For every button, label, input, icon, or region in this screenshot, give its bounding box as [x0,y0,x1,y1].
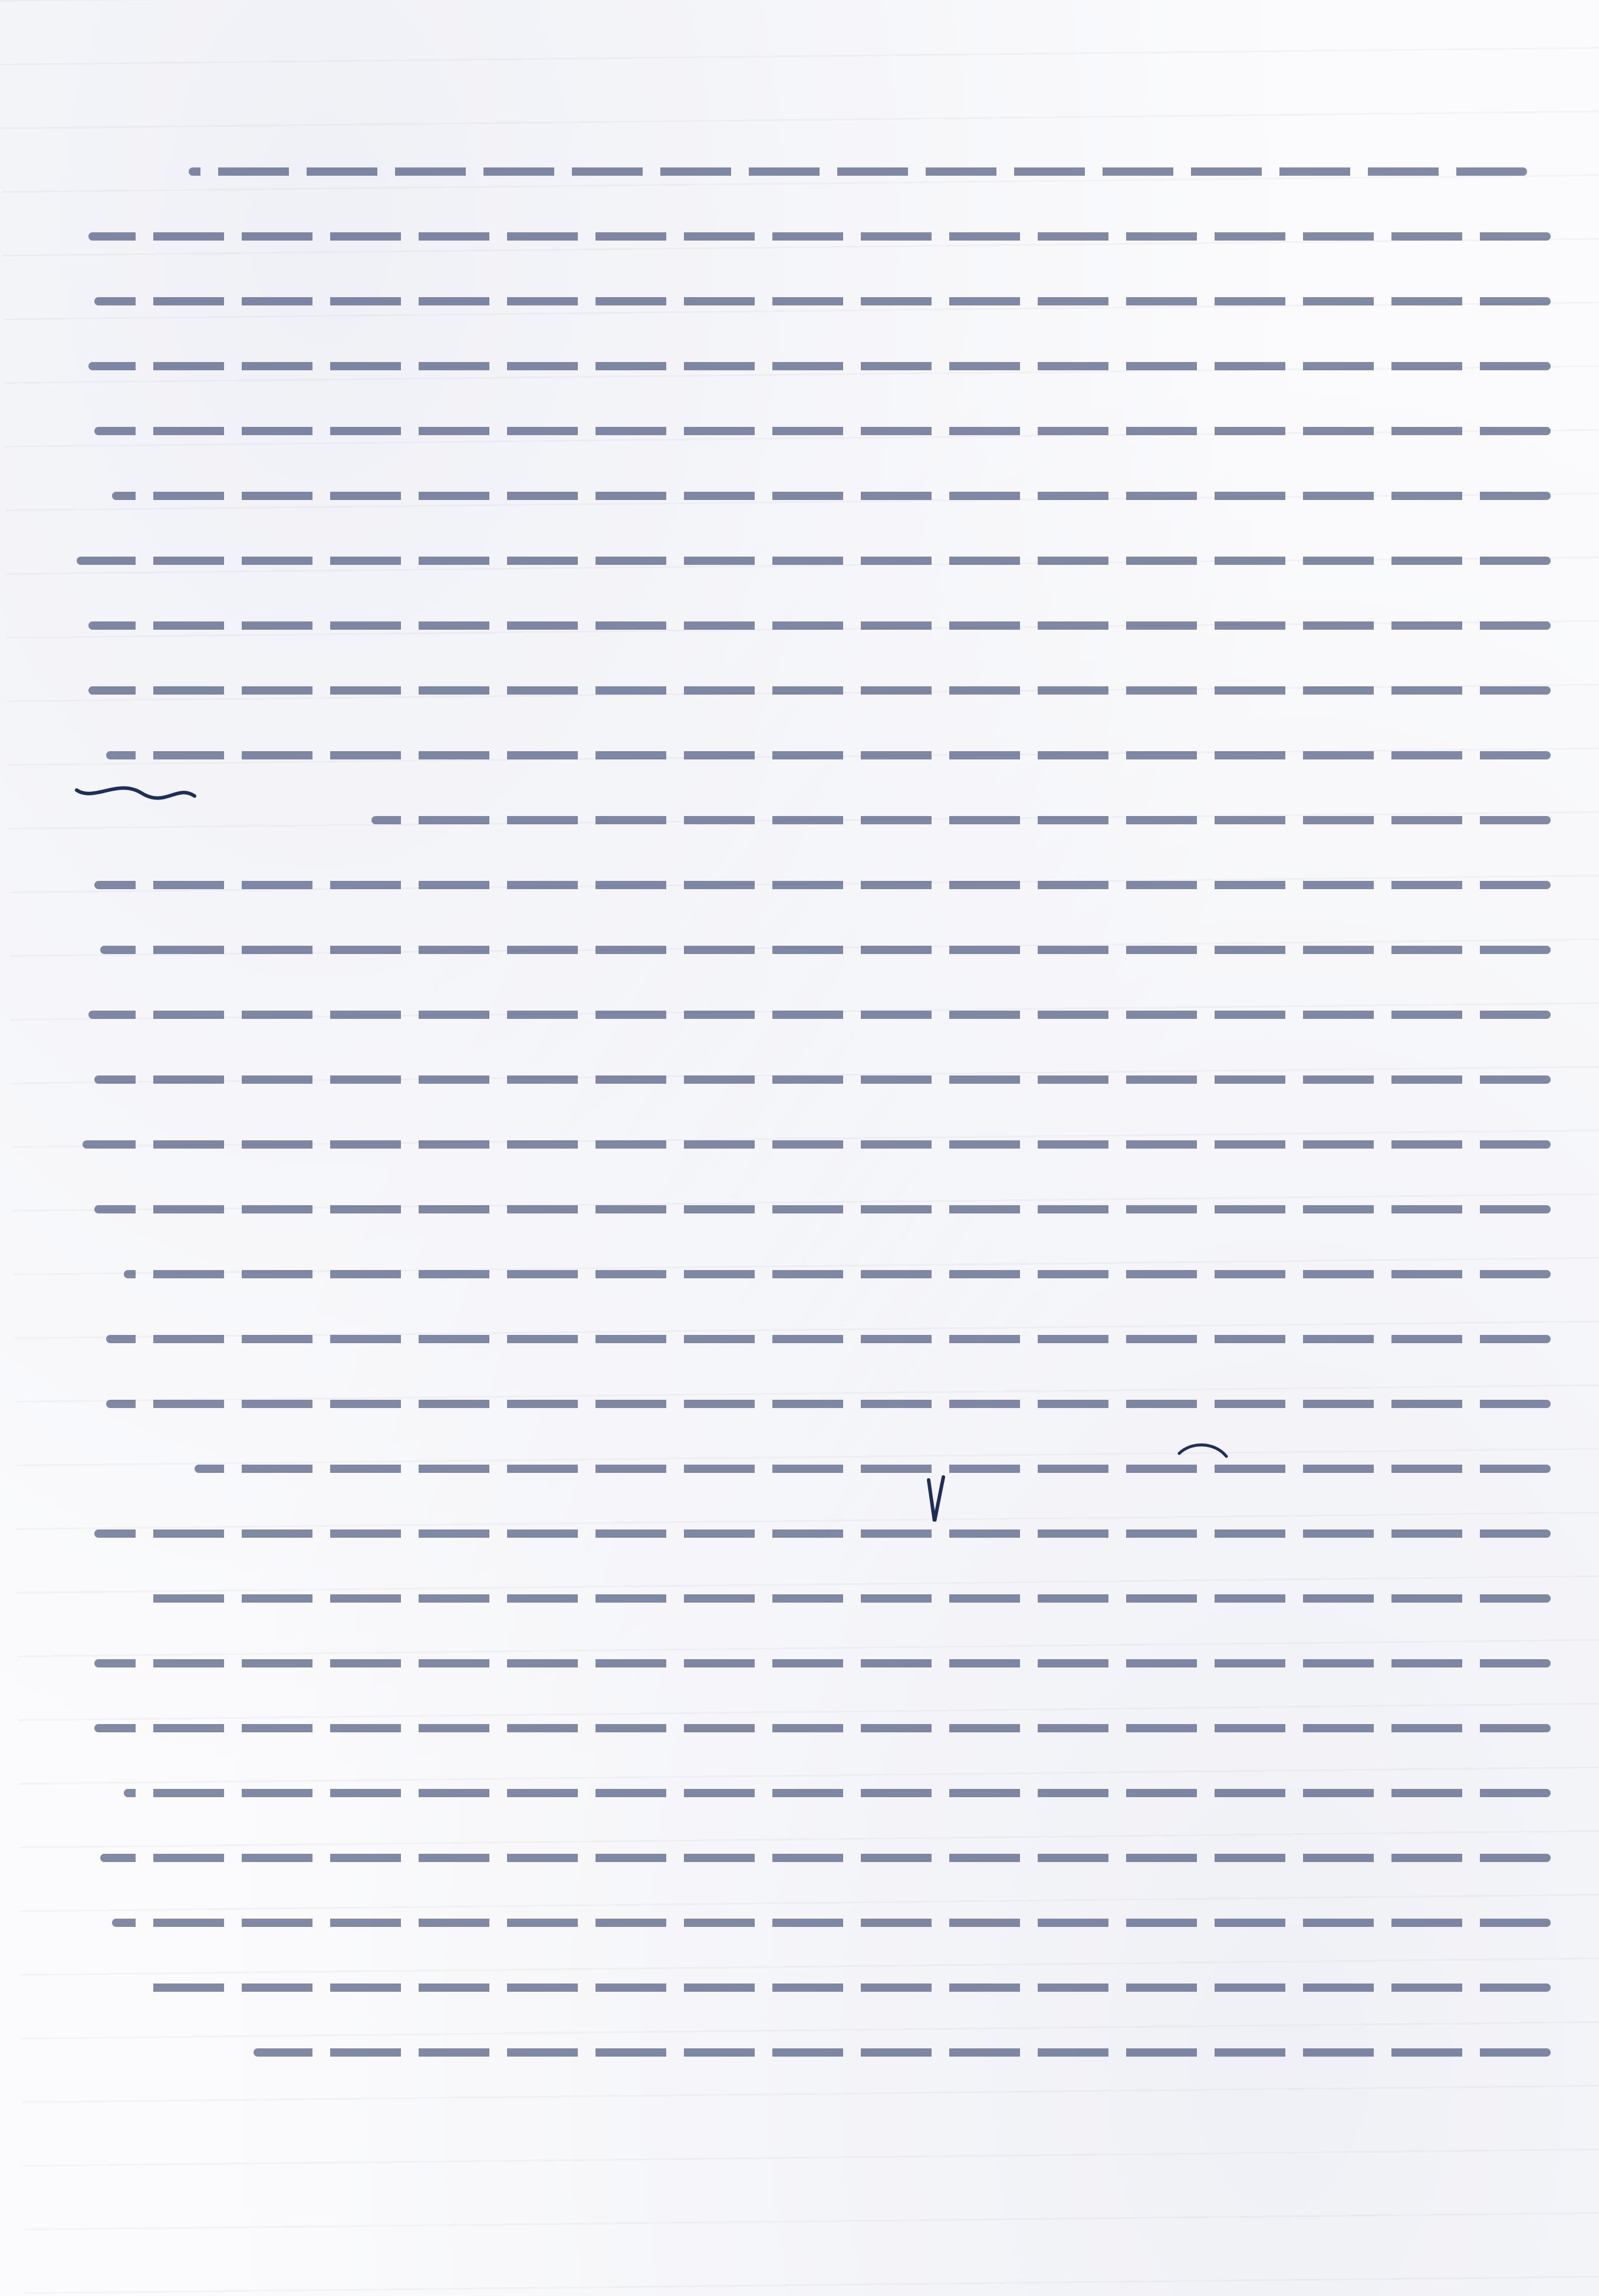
letter-line [53,724,1551,789]
letter-line [53,205,1551,270]
letter-line [53,529,1551,594]
letter-line [53,1892,1551,1956]
letter-body [53,140,1551,2204]
letter-line [53,270,1551,335]
letter-line [53,1762,1551,1827]
letter-line [53,1956,1551,2021]
letter-line [53,919,1551,983]
letter-line [53,465,1551,529]
letter-line [53,1632,1551,1697]
letter-line [53,1243,1551,1308]
letter-line [53,1567,1551,1632]
letter-line [53,1048,1551,1113]
letter-line [53,1178,1551,1243]
letter-line [53,1308,1551,1373]
letter-line [53,789,1551,854]
letter-line [53,1827,1551,1892]
letter-line [53,1697,1551,1762]
letter-line [53,854,1551,919]
letter-line [53,594,1551,659]
letter-line [53,1438,1551,1502]
letter-line [53,1113,1551,1178]
letter-line [53,335,1551,400]
letter-line [53,1502,1551,1567]
letter-line [53,659,1551,724]
letter-line [53,2021,1551,2086]
letter-line [53,140,1551,205]
letter-line [53,1373,1551,1438]
letter-line [53,983,1551,1048]
letter-line [53,400,1551,465]
